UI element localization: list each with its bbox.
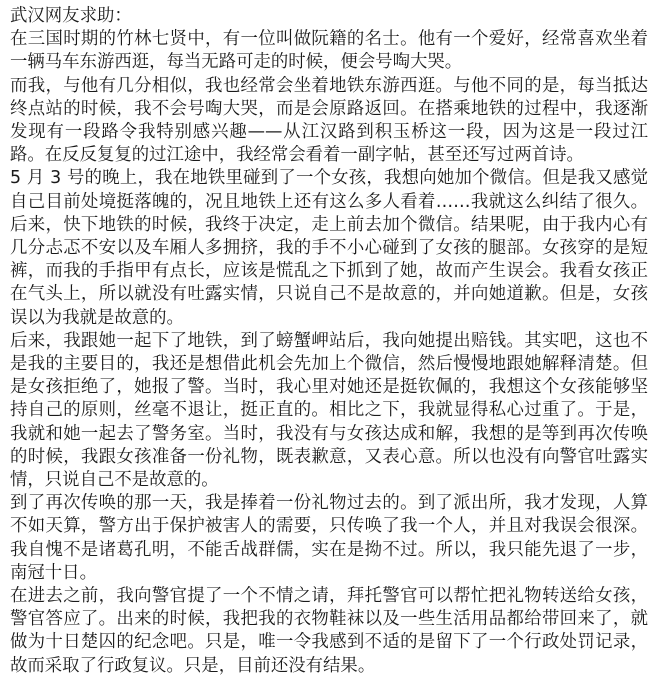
paragraph-6: 在进去之前，我向警官提了一个不情之请，拜托警官可以帮忙把礼物转送给女孩，警官答应了。出来的时候，我把我的衣物鞋袜以及一些生活用品都给带回来了，就做为十日楚囚的纪念吧。只是，唯一令我感到不适的是留下了一个行政处罚记录，故而采取了行政复议。只是，目前还没有结果。 [10,586,648,676]
paragraph-3: 5 月 3 号的晚上，我在地铁里碰到了一个女孩，我想向她加个微信。但是我又感觉自己目前处境挺落魄的，况且地铁上还有这么多人看着……我就这么纠结了很久。后来，快下地铁的时候，我终于决定，走上前去加个微信。结果呢，由于我内心有几分忐忑不安以及车厢人多拥挤，我的手不小心碰到了女孩的腿部。女孩穿的是短裤，而我的手指甲有点长，应该是慌乱之下抓到了她，故而产生误会。我看女孩正在气头上，所以就没有吐露实情，只说自己不是故意的，并向她道歉。但是，女孩误以为我就是故意的。 [10,168,648,328]
paragraph-2: 而我，与他有几分相似，我也经常会坐着地铁东游西逛。与他不同的是，每当抵达终点站的时候，我不会号啕大哭，而是会原路返回。在搭乘地铁的过程中，我逐渐发现有一段路令我特别感兴趣——从江汉路到积玉桥这一段，因为这是一段过江路。在反反复复的过江途中，我经常会看着一副字帖，甚至还写过两首诗。 [10,75,648,166]
paragraph-5: 到了再次传唤的那一天，我是捧着一份礼物过去的。到了派出所，我才发现，人算不如天算，警方出于保护被害人的需要，只传唤了我一个人，并且对我误会很深。我自愧不是诸葛孔明，不能舌战群儒，实在是拗不过。所以，我只能先退了一步，南冠十日。 [10,493,648,583]
post-body [10,5,648,678]
paragraph-4: 后来，我跟她一起下了地铁，到了螃蟹岬站后，我向她提出赔钱。其实吧，这也不是我的主要目的，我还是想借此机会先加上个微信，然后慢慢地跟她解释清楚。但是女孩拒绝了，她报了警。当时，我心里对她还是挺钦佩的，我想这个女孩能够坚持自己的原则，丝毫不退让，挺正直的。相比之下，我就显得私心过重了。于是，我就和她一起去了警务室。当时，我没有与女孩达成和解，我想的是等到再次传唤的时候，我跟女孩准备一份礼物，既表歉意，又表心意。所以也没有向警官吐露实情，只说自己不是故意的。 [10,330,648,491]
post-heading: 武汉网友求助： [10,6,132,26]
paragraph-1: 在三国时期的竹林七贤中，有一位叫做阮籍的名士。他有一个爱好，经常喜欢坐着一辆马车东游西逛，每当无路可走的时候，便会号啕大哭。 [10,29,648,73]
